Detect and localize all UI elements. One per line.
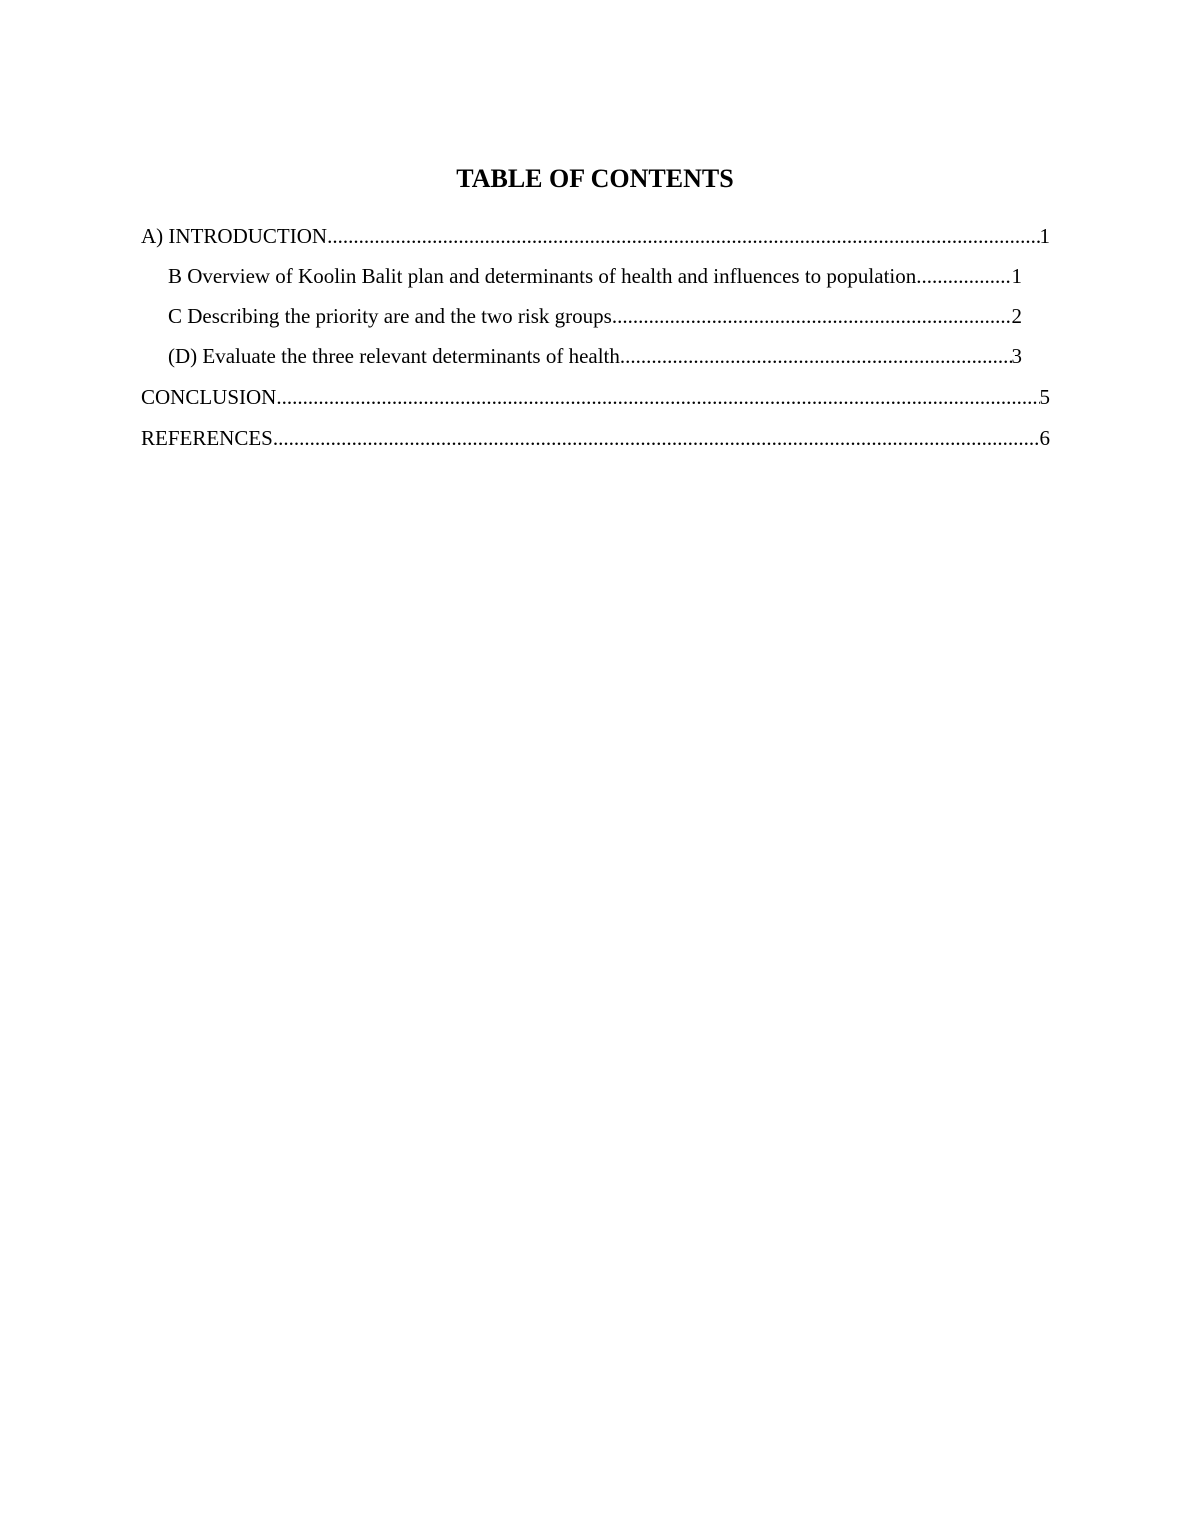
toc-entry-label: A) INTRODUCTION xyxy=(141,224,328,248)
toc-entry-label: REFERENCES xyxy=(141,426,273,450)
toc-entry-label: B Overview of Koolin Balit plan and determinants of health and influences to population. xyxy=(168,264,922,288)
toc-entry-references[interactable] xyxy=(141,418,1050,458)
toc-entry-determinants[interactable] xyxy=(168,336,1022,376)
toc-entry-page: 1 xyxy=(1011,264,1022,288)
toc-entry-introduction[interactable] xyxy=(141,216,1050,256)
toc-entry-page: 2 xyxy=(1011,304,1022,328)
toc-entry-priority-area[interactable] xyxy=(168,296,1022,336)
toc-entry-page: 3 xyxy=(1011,344,1022,368)
toc-entry-label: C Describing the priority are and the two risk groups xyxy=(168,304,612,328)
toc-entry-label: CONCLUSION xyxy=(141,385,277,409)
toc-entry-conclusion[interactable] xyxy=(141,377,1050,417)
toc-entry-page: 1 xyxy=(1039,224,1050,248)
toc-dot-leader xyxy=(327,216,1039,256)
toc-title: TABLE OF CONTENTS xyxy=(456,164,734,193)
toc-dot-leader xyxy=(273,418,1040,458)
toc-entry-page: 6 xyxy=(1039,426,1050,450)
toc-dot-leader xyxy=(620,336,1012,376)
toc-entry-overview[interactable] xyxy=(168,256,1022,296)
toc-dot-leader xyxy=(922,256,1012,296)
toc-entry-page: 5 xyxy=(1039,385,1050,409)
toc-dot-leader xyxy=(612,296,1012,336)
toc-entry-label: (D) Evaluate the three relevant determinants of health xyxy=(168,344,620,368)
toc-dot-leader xyxy=(276,377,1039,417)
